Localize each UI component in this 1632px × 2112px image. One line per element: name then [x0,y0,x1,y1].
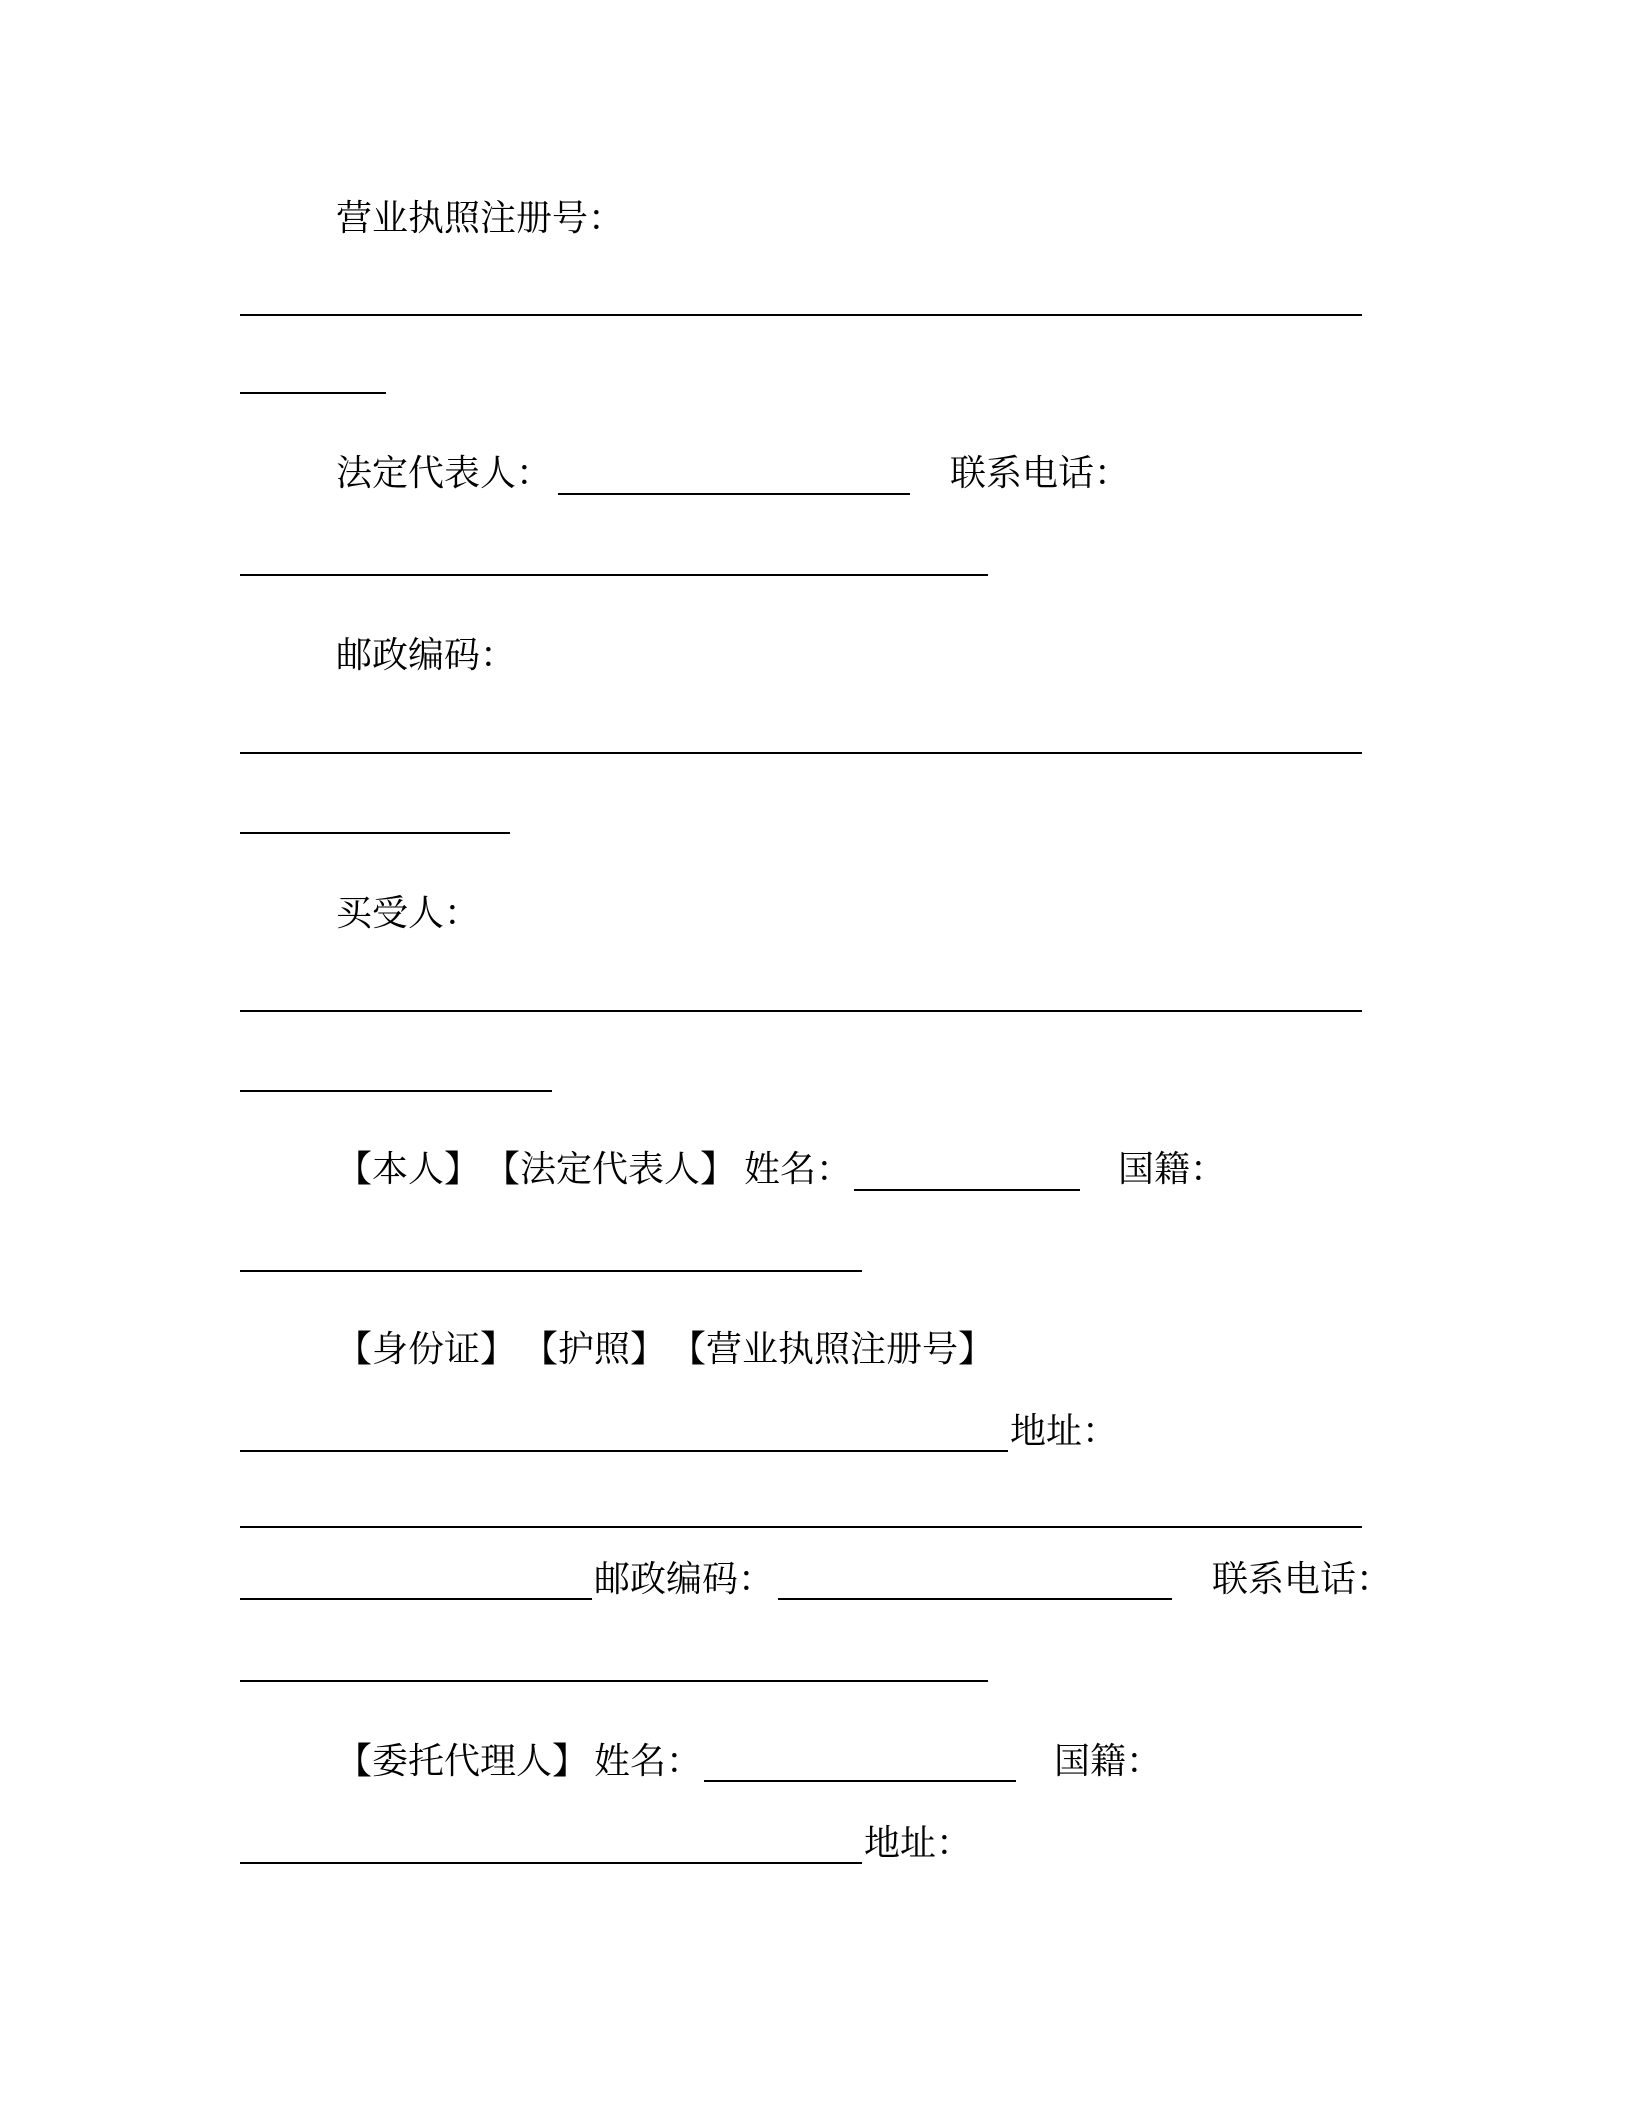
address-blank-2[interactable] [240,1598,592,1600]
business-license-bracket-label: 【营业执照注册号】 [670,1329,995,1370]
nationality-label: 国籍： [1118,1149,1227,1190]
buyer-label: 买受人： [336,893,481,934]
postal-code-blank-1[interactable] [240,752,1362,754]
postal-code-blank-2[interactable] [240,832,510,834]
name-label: 姓名： [744,1149,853,1190]
postal-code-label: 邮政编码： [336,635,517,676]
contact-phone-blank-2[interactable] [240,1680,988,1682]
name-blank[interactable] [854,1189,1080,1191]
contact-phone-blank[interactable] [240,574,988,576]
contact-phone-label-2: 联系电话： [1212,1559,1393,1600]
agent-label: 【委托代理人】 [336,1741,589,1782]
id-card-label: 【身份证】 [336,1329,517,1370]
agent-nationality-label: 国籍： [1054,1741,1163,1782]
business-license-blank-2[interactable] [240,392,386,394]
nationality-blank[interactable] [240,1270,862,1272]
business-license-blank-1[interactable] [240,314,1362,316]
contact-phone-label: 联系电话： [950,453,1131,494]
agent-name-blank[interactable] [704,1780,1016,1782]
legal-rep-blank[interactable] [558,493,910,495]
legal-rep-label: 法定代表人： [336,453,553,494]
legal-rep-bracket-label: 【法定代表人】 [484,1149,737,1190]
buyer-blank-2[interactable] [240,1090,552,1092]
self-label: 【本人】 [336,1149,481,1190]
agent-address-label: 地址： [864,1823,973,1864]
postal-code-blank-3[interactable] [778,1598,1172,1600]
agent-nationality-blank[interactable] [240,1862,862,1864]
address-label: 地址： [1010,1411,1119,1452]
buyer-blank-1[interactable] [240,1010,1362,1012]
id-number-blank[interactable] [240,1450,1008,1452]
postal-code-label-2: 邮政编码： [594,1559,775,1600]
address-blank-1[interactable] [240,1526,1362,1528]
passport-label: 【护照】 [522,1329,667,1370]
agent-name-label: 姓名： [594,1741,703,1782]
business-license-label: 营业执照注册号： [336,198,625,239]
